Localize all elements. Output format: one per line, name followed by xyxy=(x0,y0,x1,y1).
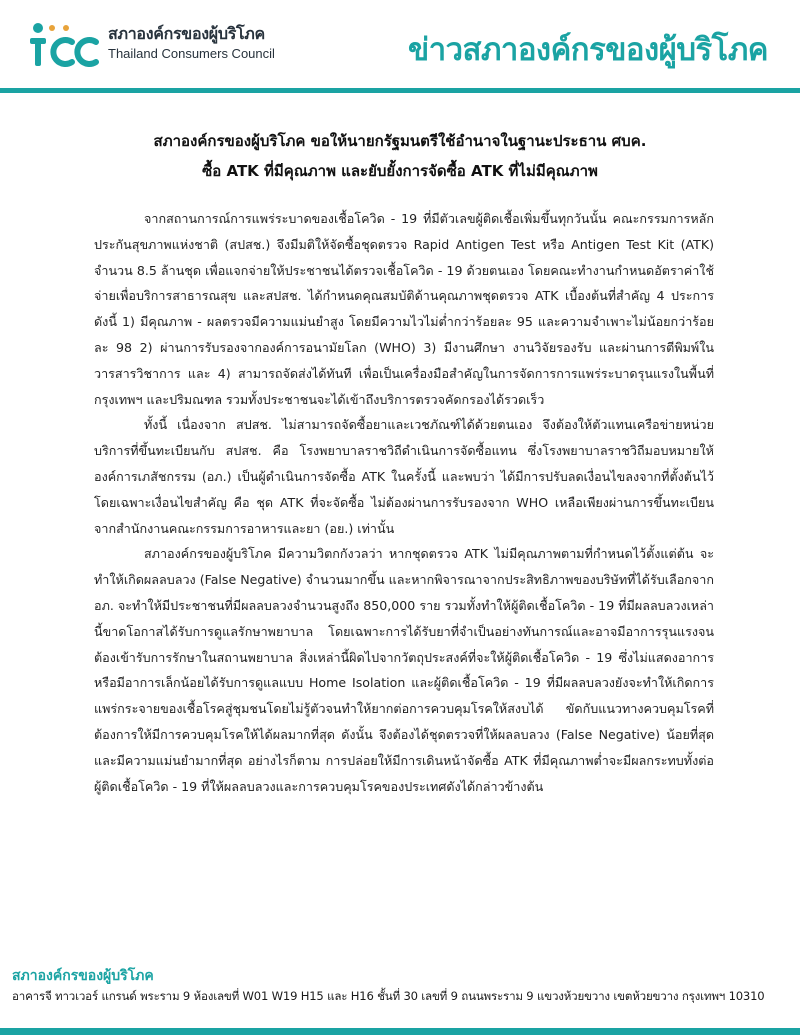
footer-divider xyxy=(0,1028,800,1035)
page-header xyxy=(0,0,800,88)
page-footer xyxy=(12,966,792,1006)
article-headline xyxy=(40,126,760,186)
logo-thai-text: สภาองค์กรของผู้บริโภค xyxy=(108,24,265,43)
paragraph-3: สภาองค์กรของผู้บริโภค มีความวิตกกังวลว่า หากชุดตรวจ ATK ไม่มีคุณภาพตามที่กำหนดไว้ตั้งแต่ต้น จะทำให้เกิดผลลบลวง (False Negative) จำนวนมากขึ้น และหากพิจารณาจากประสิทธิภาพของบริษัทที่ได้รับเลือกจาก อภ. จะทำให้มีประชาชนที่มีผลลบลวงจำนวนสูงถึง 850,000 ราย รวมทั้งทำให้ผู้ติดเชื้อโควิด - 19 ที่มีผลลบลวงเหล่านี้ขาดโอกาสได้รับการดูแลรักษาพยาบาล โดยเฉพาะการได้รับยาที่จำเป็นอย่างทันการณ์และอาจมีอาการรุนแรงจนต้องเข้ารับการรักษาในสถานพยาบาล สิ่งเหล่านี้ผิดไปจากวัตถุประสงค์ที่จะให้ผู้ติดเชื้อโควิด - 19 ซึ่งไม่แสดงอาการหรือมีอาการเล็กน้อยได้รับการดูแลแบบ Home Isolation และผู้ติดเชื้อโควิด - 19 ที่มีผลลบลวงยังจะทำให้เกิดการแพร่กระจายของเชื้อโรคสู่ชุมชนโดยไม่รู้ตัวจนทำให้ยากต่อการควบคุมโรคให้สงบได้ ขัดกับแนวทางควบคุมโรคที่ต้องการให้มีการควบคุมโรคให้ได้ผลมากที่สุด ดังนั้น จึงต้องได้ชุดตรวจที่ให้ผลลบลวง (False Negative) น้อยที่สุด และมีความแม่นยำมากที่สุด อย่างไรก็ตาม การปล่อยให้มีการเดินหน้าจัดซื้อ ATK ที่มีคุณภาพต่ำจะมีผลกระทบทั้งต่อผู้ติดเชื้อโควิด - 19 ที่ให้ผลลบลวงและการควบคุมโรคของประเทศดังได้กล่าวข้างต้น xyxy=(94,546,714,794)
headline-line-2: ซื้อ ATK ที่มีคุณภาพ และยับยั้งการจัดซื้อ ATK ที่ไม่มีคุณภาพ xyxy=(202,162,598,180)
tcc-logo-mark xyxy=(28,20,100,70)
footer-org-name: สภาองค์กรของผู้บริโภค xyxy=(12,968,154,984)
logo-english-text: Thailand Consumers Council xyxy=(108,46,275,61)
footer-address: อาคารจี ทาวเวอร์ แกรนด์ พระราม 9 ห้องเลขที่ W01 W19 H15 และ H16 ชั้นที่ 30 เลขที่ 9 ถนนพระราม 9 แขวงห้วยขวาง เขตห้วยขวาง กรุงเทพฯ 10310 xyxy=(12,989,765,1003)
tcc-logo xyxy=(28,18,298,74)
header-title: ข่าวสภาองค์กรของผู้บริโภค xyxy=(408,32,768,68)
article-body xyxy=(94,206,714,799)
paragraph-2: ทั้งนี้ เนื่องจาก สปสช. ไม่สามารถจัดซื้อยาและเวชภัณฑ์ได้ด้วยตนเอง จึงต้องให้ตัวแทนเครือข่ายหน่วยบริการที่ขึ้นทะเบียนกับ สปสช. คือ โรงพยาบาลราชวิถีดำเนินการจัดซื้อแทน ซึ่งโรงพยาบาลราชวิถีมอบหมายให้องค์การเภสัชกรรม (อภ.) เป็นผู้ดำเนินการจัดซื้อ ATK ในครั้งนี้ และพบว่า ได้มีการปรับลดเงื่อนไขลงจากที่ตั้งต้นไว้ โดยเฉพาะเงื่อนไขสำคัญ คือ ชุด ATK ที่จะจัดซื้อ ไม่ต้องผ่านการรับรองจาก WHO เหลือเพียงผ่านการขึ้นทะเบียนจากสำนักงานคณะกรรมการอาหารและยา (อย.) เท่านั้น xyxy=(94,417,714,536)
headline-line-1: สภาองค์กรของผู้บริโภค ขอให้นายกรัฐมนตรีใช้อำนาจในฐานะประธาน ศบค. xyxy=(153,132,647,150)
paragraph-1: จากสถานการณ์การแพร่ระบาดของเชื้อโควิด - 19 ที่มีตัวเลขผู้ติดเชื้อเพิ่มขึ้นทุกวันนั้น คณะกรรมการหลักประกันสุขภาพแห่งชาติ (สปสช.) จึงมีมติให้จัดซื้อชุดตรวจ Rapid Antigen Test หรือ Antigen Test Kit (ATK) จำนวน 8.5 ล้านชุด เพื่อแจกจ่ายให้ประชาชนได้ตรวจเชื้อโควิด - 19 ด้วยตนเอง โดยคณะทำงานกำหนดอัตราค่าใช้จ่ายเพื่อบริการสาธารณสุข และสปสช. ได้กำหนดคุณสมบัติด้านคุณภาพชุดตรวจ ATK เบื้องต้นที่สำคัญ 4 ประการ ดังนี้ 1) มีคุณภาพ - ผลตรวจมีความแม่นยำสูง โดยมีความไวไม่ต่ำกว่าร้อยละ 95 และความจำเพาะไม่น้อยกว่าร้อยละ 98 2) ผ่านการรับรองจากองค์การอนามัยโลก (WHO) 3) มีงานศึกษา งานวิจัยรองรับ และผ่านการตีพิมพ์ในวารสารวิชาการ และ 4) สามารถจัดส่งได้ทันที เพื่อเป็นเครื่องมือสำคัญในการจัดการการแพร่ระบาดรุนแรงในพื้นที่กรุงเทพฯ และปริมณฑล รวมทั้งประชาชนจะได้เข้าถึงบริการตรวจคัดกรองได้รวดเร็ว xyxy=(94,211,714,407)
header-divider xyxy=(0,88,800,93)
